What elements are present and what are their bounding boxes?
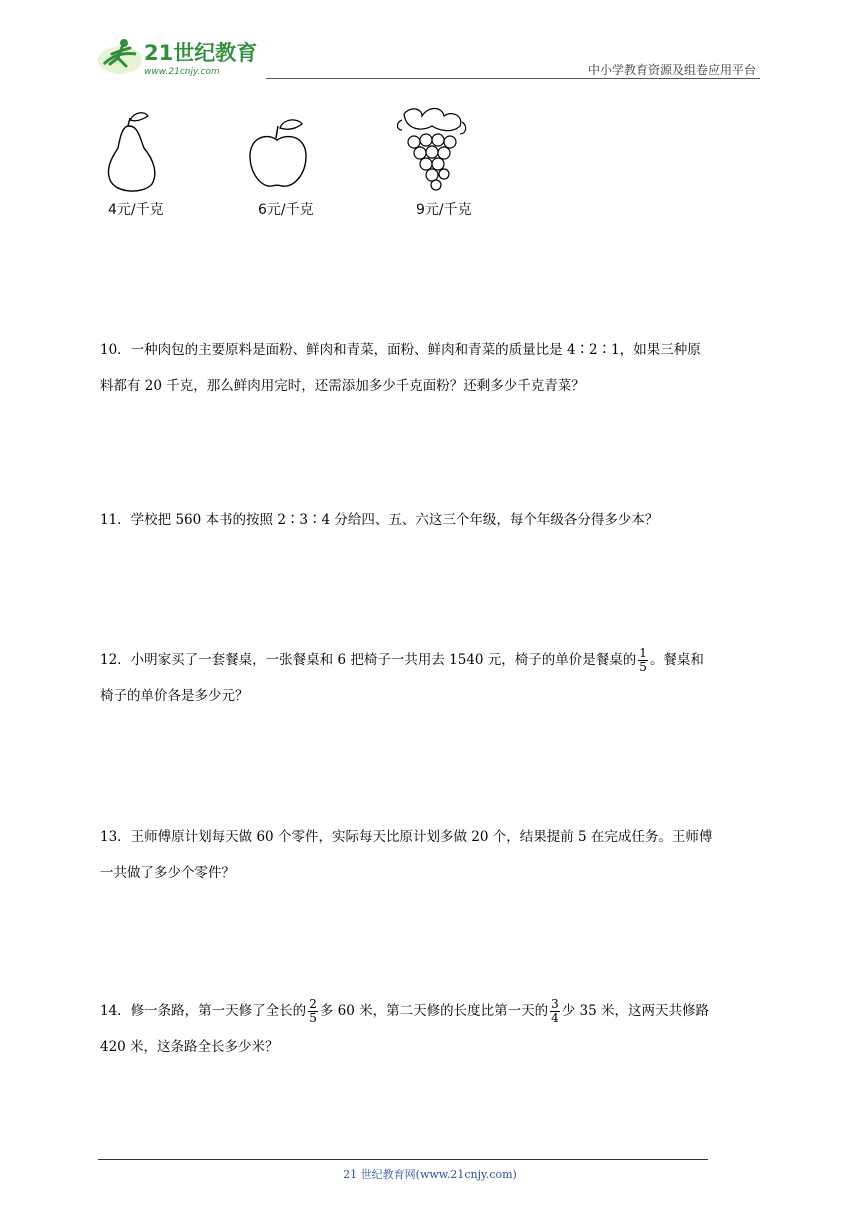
pear-price: 4元/千克 [108,202,164,218]
question-14-text-b: 多 60 米，第二天修的长度比第一天的 [319,1003,549,1019]
pear-icon [100,104,170,196]
question-12-text-a: 12．小明家买了一套餐桌，一张餐桌和 6 把椅子一共用去 1540 元，椅子的单价是餐桌的 [100,652,637,668]
svg-text:21世纪教育: 21世纪教育 [144,41,258,65]
question-10 [100,332,762,404]
footer-link[interactable]: 21 世纪教育网(www.21cnjy.com) [343,1168,517,1181]
apple-price: 6元/千克 [258,202,314,218]
fraction-one-fifth [638,647,648,674]
fraction-numerator: 1 [639,646,647,660]
grapes-icon [392,104,472,196]
question-12-text-b: 。餐桌和 [649,652,704,668]
fraction-numerator: 3 [551,997,559,1011]
question-11 [100,502,762,538]
fraction-denominator: 4 [551,1011,559,1025]
pear-illustration [100,104,190,196]
apple-illustration [244,104,334,196]
fraction-denominator: 5 [309,1011,317,1025]
grapes-illustration [392,104,482,196]
svg-text:www.21cnjy.com: www.21cnjy.com [144,67,220,77]
fraction-two-fifths [308,998,318,1025]
grapes-price: 9元/千克 [416,202,472,218]
question-13-line2: 一共做了多少个零件？ [100,865,235,881]
runner-logo-icon [96,34,266,78]
platform-title: 中小学教育资源及组卷应用平台 [587,63,756,77]
question-10-line1: 10．一种肉包的主要原料是面粉、鲜肉和青菜，面粉、鲜肉和青菜的质量比是 4∶2∶1，如果三种原 [100,342,701,358]
question-12-line1 [100,642,762,678]
site-logo [96,34,266,78]
question-14 [100,993,762,1065]
fraction-denominator: 5 [639,660,647,674]
question-14-text-a: 14．修一条路，第一天修了全长的 [100,1003,307,1019]
fraction-numerator: 2 [309,997,317,1011]
question-14-text-c: 少 35 米，这两天共修路 [561,1003,709,1019]
header-divider [266,78,760,79]
footer-divider [98,1159,708,1160]
question-10-line2: 料都有 20 千克，那么鲜肉用完时，还需添加多少千克面粉？还剩多少千克青菜？ [100,378,585,394]
question-11-line1: 11．学校把 560 本书的按照 2∶3∶4 分给四、五、六这三个年级，每个年级各分得多少本？ [100,512,659,528]
fraction-three-quarters [550,998,560,1025]
question-13 [100,819,762,891]
question-13-line1: 13．王师傅原计划每天做 60 个零件，实际每天比原计划多做 20 个，结果提前 5 在完成任务。王师傅 [100,829,713,845]
question-14-line2: 420 米，这条路全长多少米？ [100,1039,279,1055]
question-12 [100,642,762,714]
question-14-line1 [100,993,762,1029]
apple-icon [244,104,314,196]
question-12-line2: 椅子的单价各是多少元？ [100,688,249,704]
